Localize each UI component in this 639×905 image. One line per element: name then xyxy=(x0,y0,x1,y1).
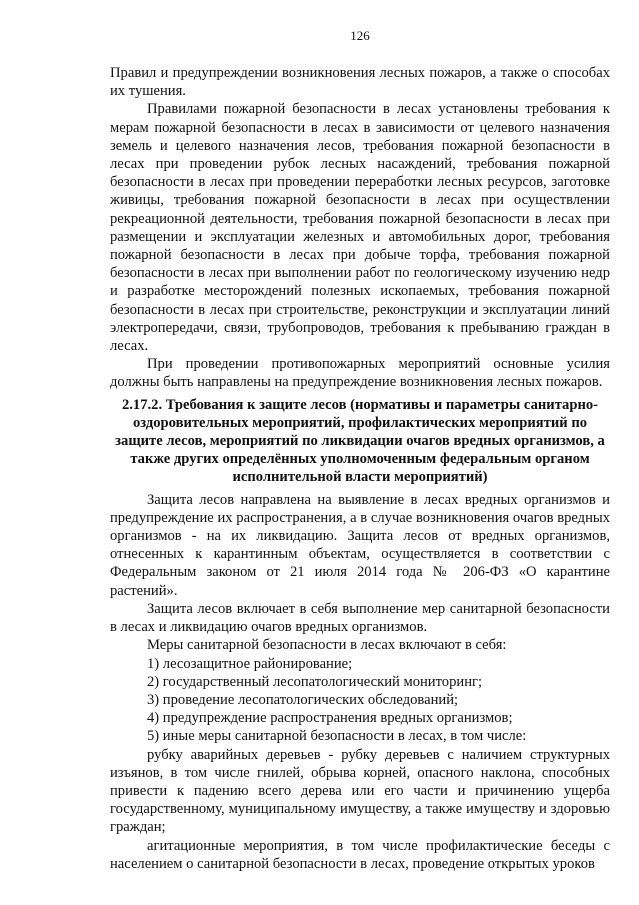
paragraph-outreach-activities: агитационные мероприятия, в том числе профилактические беседы с населением о санитарной безопасности в лесах, проведение открытых уроков xyxy=(110,837,610,872)
paragraph-sanitary-measures-intro: Меры санитарной безопасности в лесах включают в себя: xyxy=(147,637,507,654)
list-item: 5) иные меры санитарной безопасности в лесах, в том числе: xyxy=(147,728,527,745)
page-number: 126 xyxy=(350,28,370,43)
paragraph-fire-rules-continuation: Правил и предупреждении возникновения лесных пожаров, а также о способах их тушения. xyxy=(110,65,610,100)
paragraph-fire-safety-requirements: Правилами пожарной безопасности в лесах установлены требования к мерам пожарной безопасности в лесах в зависимости от целевого назначения земель и целевого назначения лесов, требования пожарной безопасности в лесах при проведении рубок лесных насаждений, требования пожарной безопасности в лесах при проведении переработки лесных ресурсов, заготовке живицы, требования пожарной безопасности в лесах при осуществлении рекреационной деятельности, требования пожарной безопасности в лесах при размещении и эксплуатации железных и автомобильных дорог, требования пожарной безопасности в лесах при добыче торфа, требования пожарной безопасности в лесах при выполнении работ по геологическому изучению недр и разработке месторождений полезных ископаемых, требования пожарной безопасности в лесах при строительстве, реконструкции и эксплуатации линий электропередачи, связи, трубопроводов, требования к пребыванию граждан в лесах. xyxy=(110,101,610,355)
paragraph-protection-includes: Защита лесов включает в себя выполнение мер санитарной безопасности в лесах и ликвидацию очагов вредных организмов. xyxy=(110,600,610,636)
list-item: 3) проведение лесопатологических обследований; xyxy=(147,691,459,708)
list-item: 2) государственный лесопатологический мониторинг; xyxy=(147,673,483,690)
list-item: 1) лесозащитное районирование; xyxy=(147,655,353,672)
paragraph-forest-protection: Защита лесов направлена на выявление в лесах вредных организмов и предупреждение их распространения, а в случае возникновения очагов вредных организмов - на их ликвидацию. Защита лесов от вредных организмов, отнесенных к карантинным объектам, осуществляется в соответствии с Федеральным законом от 21 июля 2014 года № 206-ФЗ «О карантине растений». xyxy=(110,491,610,599)
paragraph-fire-prevention-efforts: При проведении противопожарных мероприятий основные усилия должны быть направлены на предупреждение возникновения лесных пожаров. xyxy=(110,356,610,391)
paragraph-hazard-tree-felling: рубку аварийных деревьев - рубку деревьев с наличием структурных изъянов, в том числе гнилей, обрыва корней, опасного наклона, способных привести к падению всего дерева или его части и причинению ущерба государственному, муниципальному имуществу, а также имуществу и здоровью граждан; xyxy=(110,746,610,836)
list-item: 4) предупреждение распространения вредных организмов; xyxy=(147,710,513,727)
section-heading: 2.17.2. Требования к защите лесов (нормативы и параметры санитарно-оздоровительных мероприятий, профилактических мероприятий по защите лесов, мероприятий по ликвидации очагов вредных организмов, а также других определённых уполномоченным федеральным органом исполнительной власти мероприятий) xyxy=(115,396,605,486)
